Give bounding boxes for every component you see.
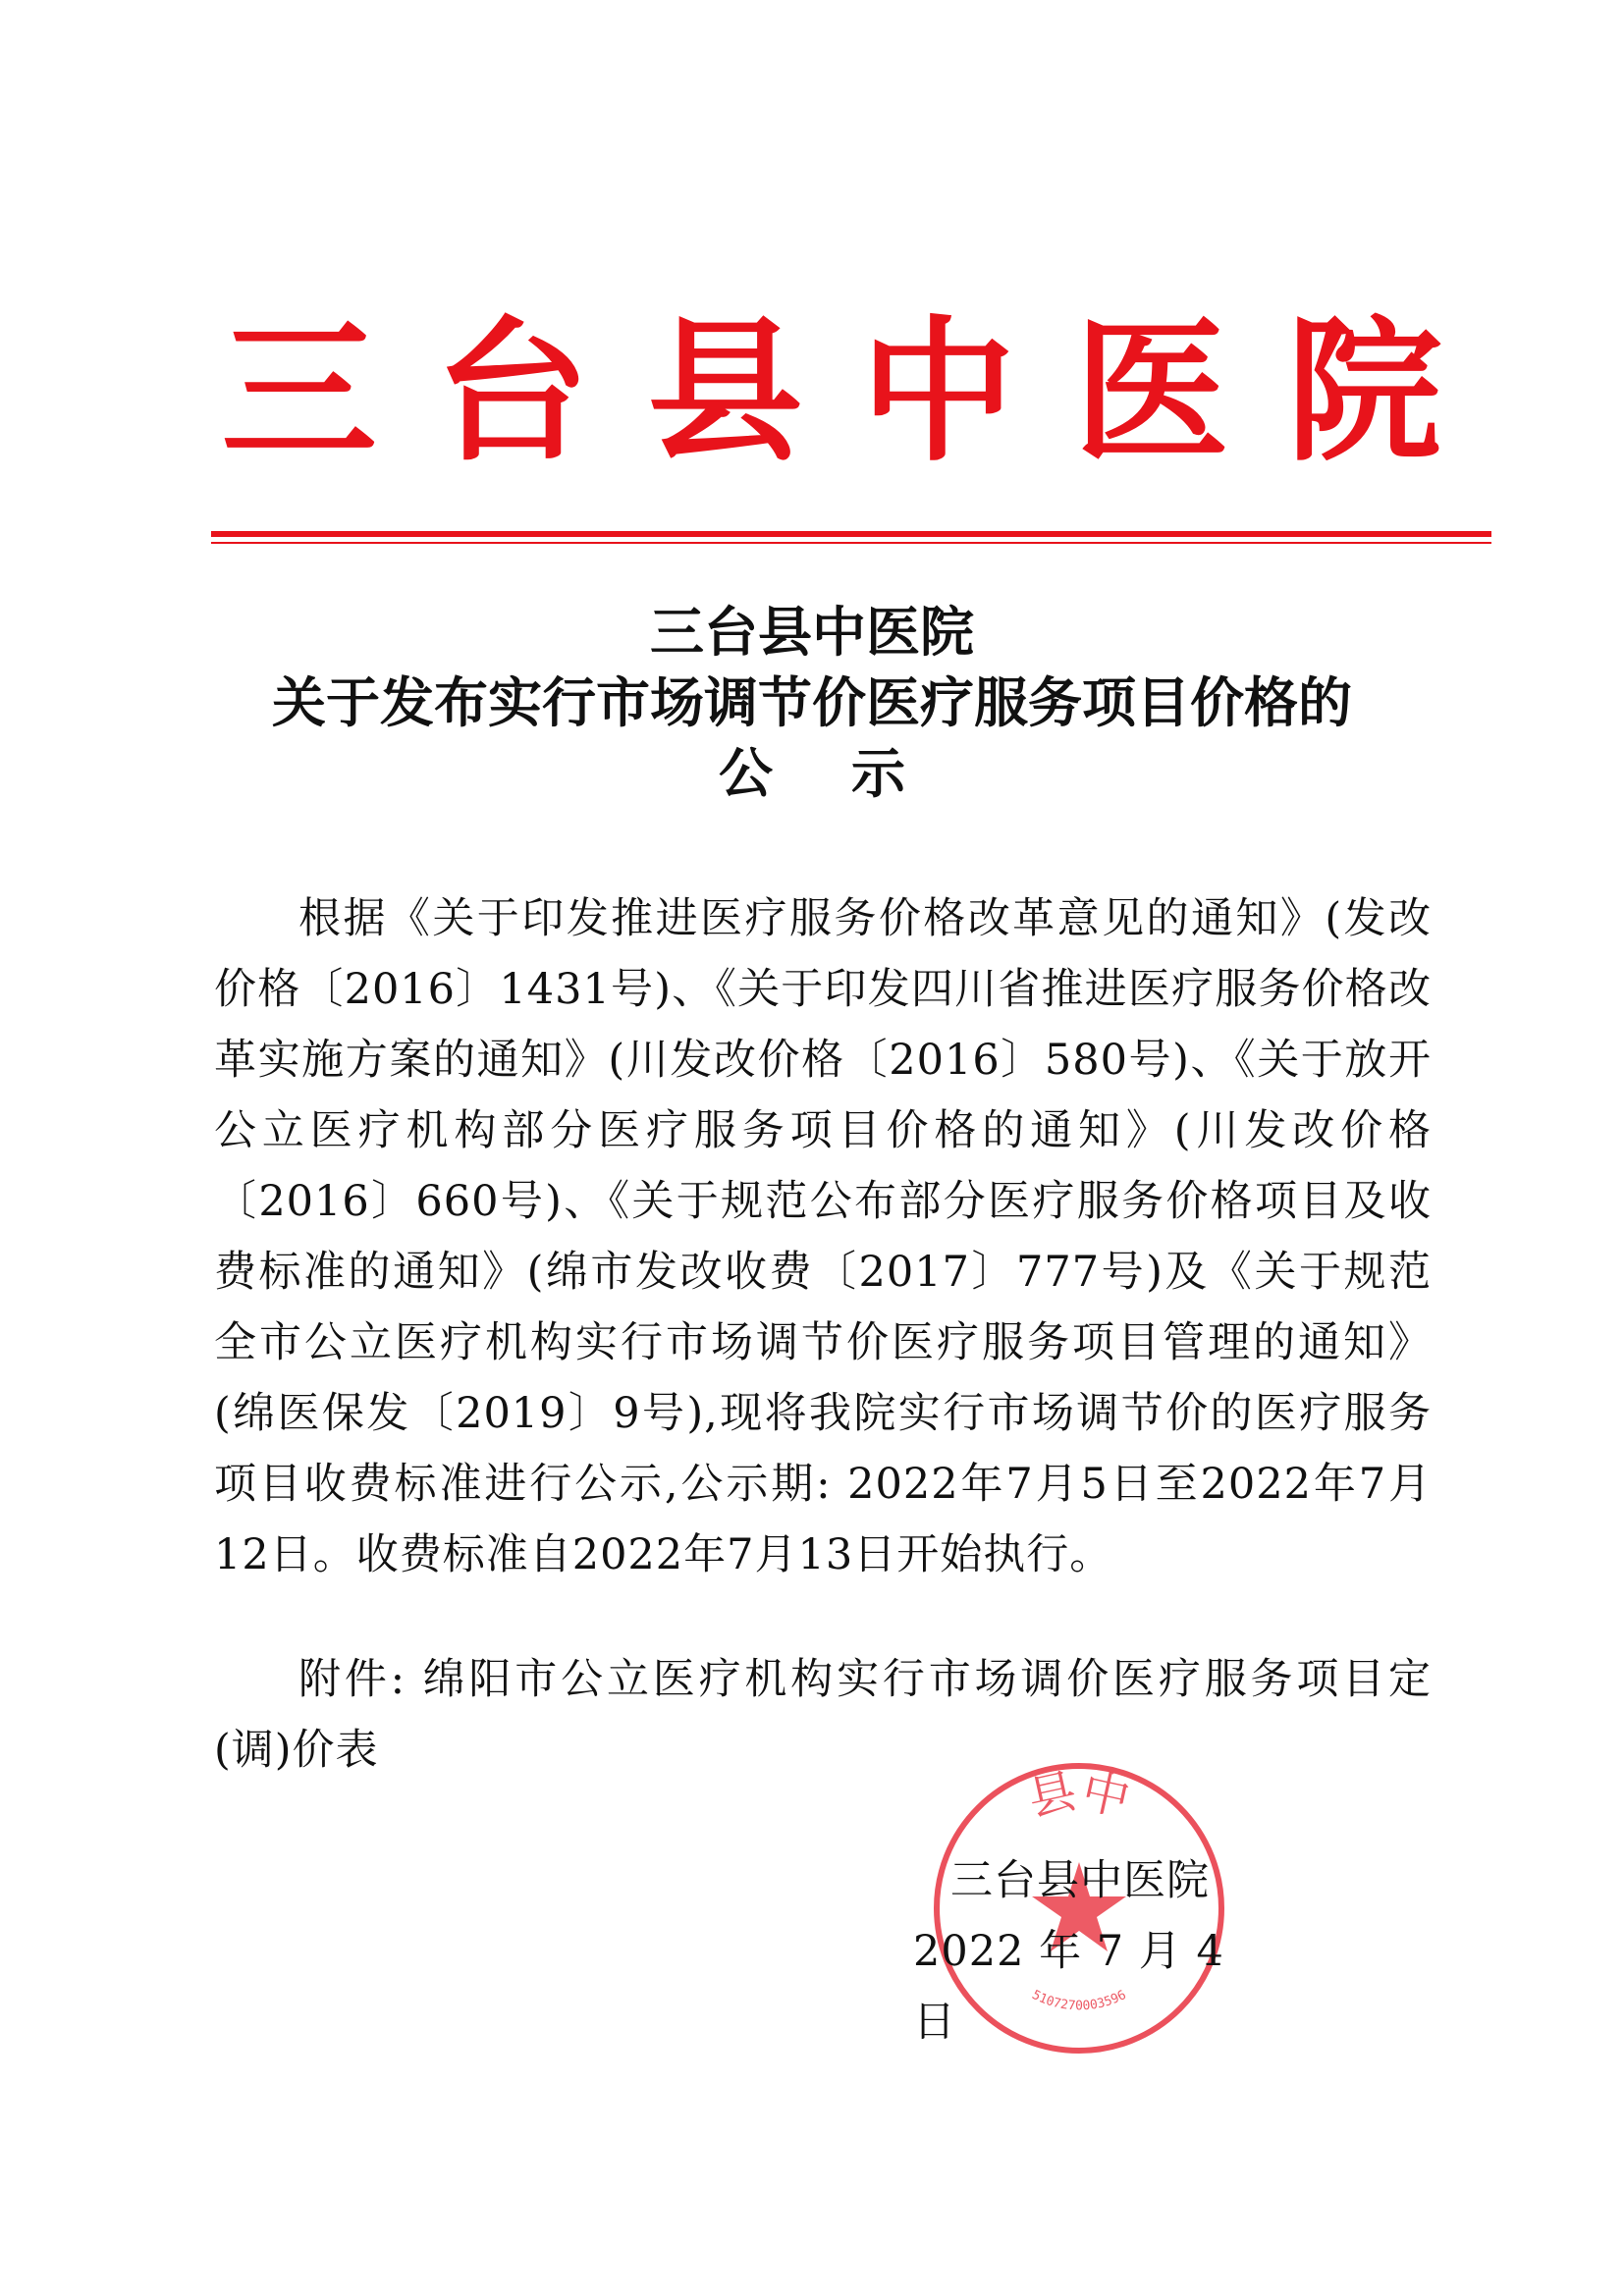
seal-serial-number: 5107270003596 bbox=[1029, 1987, 1129, 2014]
title-line-1: 三台县中医院 bbox=[649, 600, 974, 664]
seal-top-text: 县中 bbox=[1023, 1763, 1135, 1828]
title-line-2: 关于发布实行市场调节价医疗服务项目价格的 bbox=[271, 670, 1352, 734]
signature-date: 2022 年 7 月 4 日 bbox=[913, 1927, 1224, 2047]
document-title bbox=[157, 597, 1467, 809]
masthead-char: 院 bbox=[1286, 301, 1442, 483]
body-paragraph: 根据《关于印发推进医疗服务价格改革意见的通知》(发改价格〔2016〕1431号)、《关于印发四川省推进医疗服务价格改革实施方案的通知》(川发改价格〔2016〕580号)、《关于放开公立医疗机构部分医疗服务项目价格的通知》(川发改价格〔2016〕660号)、《关于规范公布部分医疗服务价格项目及收费标准的通知》(绵市发改收费〔2017〕777号)及《关于规范全市公立医疗机构实行市场调节价医疗服务项目管理的通知》(绵医保发〔2019〕9号),现将我院实行市场调节价的医疗服务项目收费标准进行公示,公示期: 2022年7月5日至2022年7月12日。收费标准自2022年7月13日开始执行。 bbox=[214, 894, 1432, 1579]
masthead-char: 中 bbox=[860, 301, 1016, 483]
signature-block bbox=[884, 1845, 1276, 2057]
signature-org: 三台县中医院 bbox=[950, 1856, 1210, 1905]
masthead bbox=[218, 294, 1445, 491]
masthead-divider-thin bbox=[211, 542, 1491, 544]
title-line-3: 公示 bbox=[718, 741, 984, 805]
masthead-char: 县 bbox=[647, 301, 803, 483]
masthead-char: 台 bbox=[434, 301, 590, 483]
masthead-char: 医 bbox=[1073, 301, 1229, 483]
masthead-divider-thick bbox=[211, 531, 1491, 537]
masthead-char: 三 bbox=[221, 301, 377, 483]
attachment-note: 附件: 绵阳市公立医疗机构实行市场调价医疗服务项目定(调)价表 bbox=[214, 1655, 1432, 1775]
